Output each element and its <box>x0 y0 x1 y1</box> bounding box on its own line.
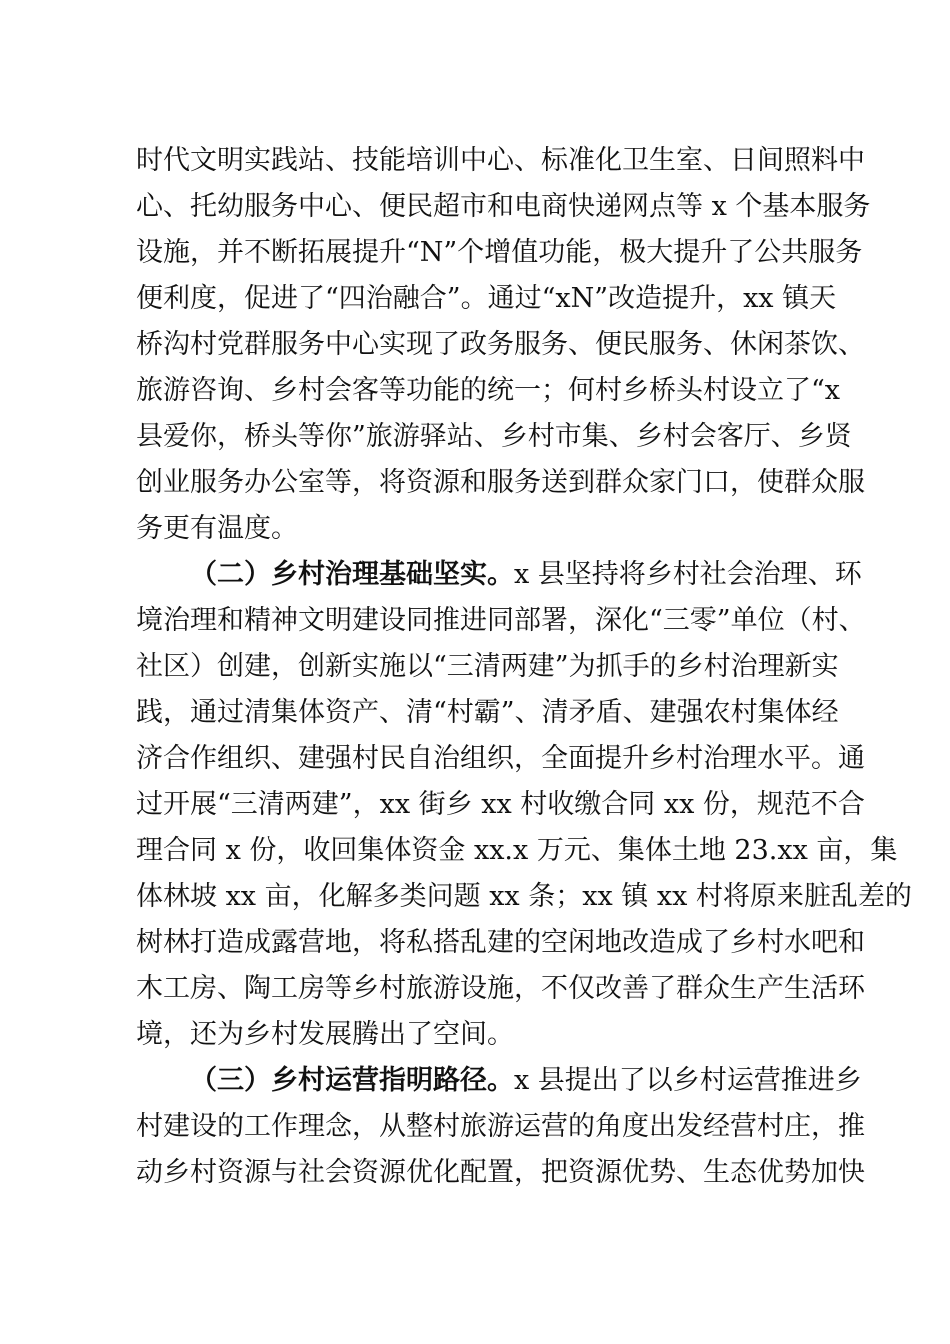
paragraph-1-line: 时代文明实践站、技能培训中心、标准化卫生室、日间照料中 <box>136 145 865 176</box>
paragraph-2-line: 境治理和精神文明建设同推进同部署，深化“三零”单位（村、 <box>136 605 866 636</box>
paragraph-3-first-line <box>190 1058 862 1103</box>
paragraph-2-line: 践，通过清集体资产、清“村霸”、清矛盾、建强农村集体经 <box>136 697 839 728</box>
paragraph-2-line: 境，还为乡村发展腾出了空间。 <box>136 1019 514 1050</box>
paragraph-1-line: 务更有温度。 <box>136 513 298 544</box>
paragraph-2-line: 过开展“三清两建”，xx 街乡 xx 村收缴合同 xx 份，规范不合 <box>136 789 865 820</box>
paragraph-1-line: 设施，并不断拓展提升“N”个增值功能，极大提升了公共服务 <box>136 237 863 268</box>
paragraph-1-line: 旅游咨询、乡村会客等功能的统一；何村乡桥头村设立了“x <box>136 375 841 406</box>
paragraph-2-first-line <box>190 552 862 597</box>
paragraph-3-line: 村建设的工作理念，从整村旅游运营的角度出发经营村庄，推 <box>136 1111 865 1142</box>
paragraph-2-line: 体林坡 xx 亩，化解多类问题 xx 条；xx 镇 xx 村将原来脏乱差的 <box>136 881 912 912</box>
paragraph-2-first-text: x 县坚持将乡村社会治理、环 <box>514 559 862 590</box>
paragraph-1-line: 创业服务办公室等，将资源和服务送到群众家门口，使群众服 <box>136 467 865 498</box>
paragraph-1-line: 心、托幼服务中心、便民超市和电商快递网点等 x 个基本服务 <box>136 191 871 222</box>
paragraph-3-first-text: x 县提出了以乡村运营推进乡 <box>514 1065 862 1096</box>
paragraph-2-line: 理合同 x 份，收回集体资金 xx.x 万元、集体土地 23.xx 亩，集 <box>136 835 898 866</box>
paragraph-2-line: 木工房、陶工房等乡村旅游设施，不仅改善了群众生产生活环 <box>136 973 865 1004</box>
paragraph-3-line: 动乡村资源与社会资源优化配置，把资源优势、生态优势加快 <box>136 1157 865 1188</box>
section-heading-3: （三）乡村运营指明路径。 <box>190 1065 514 1096</box>
paragraph-2-line: 社区）创建，创新实施以“三清两建”为抓手的乡村治理新实 <box>136 651 839 682</box>
paragraph-1-line: 桥沟村党群服务中心实现了政务服务、便民服务、休闲茶饮、 <box>136 329 865 360</box>
section-heading-2: （二）乡村治理基础坚实。 <box>190 559 514 590</box>
paragraph-2-line: 树林打造成露营地，将私搭乱建的空闲地改造成了乡村水吧和 <box>136 927 865 958</box>
paragraph-2-line: 济合作组织、建强村民自治组织，全面提升乡村治理水平。通 <box>136 743 865 774</box>
paragraph-1-line: 便利度，促进了“四治融合”。通过“xN”改造提升，xx 镇天 <box>136 283 837 314</box>
paragraph-1-line: 县爱你，桥头等你”旅游驿站、乡村市集、乡村会客厅、乡贤 <box>136 421 852 452</box>
